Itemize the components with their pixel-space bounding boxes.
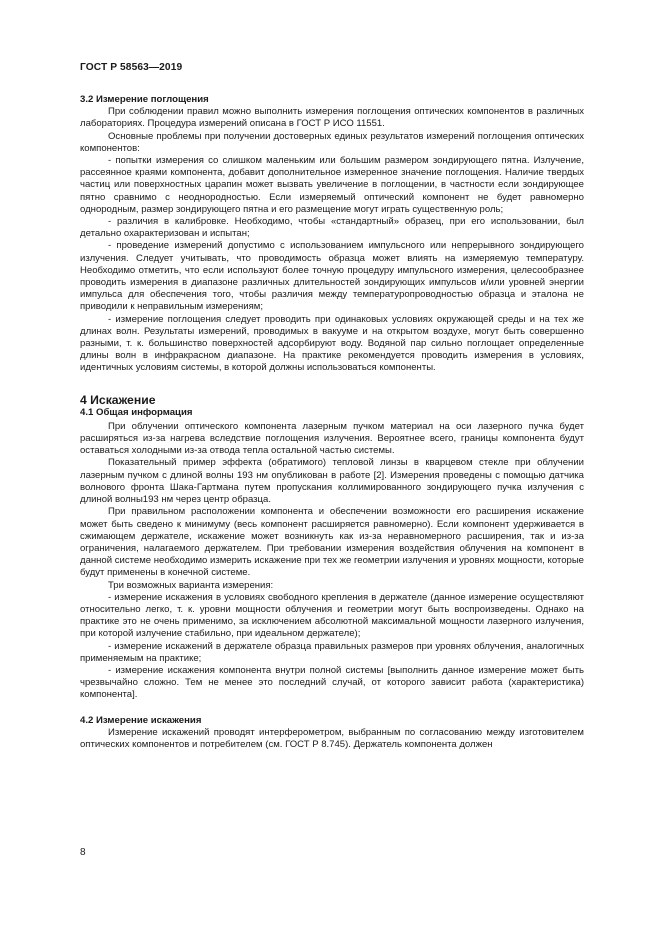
section-3-2-list-item-1: - попытки измерения со слишком маленьким или большим размером зондирующего пятна. Излучение, рассеянное краями компонента, добавит дополнительное измеренное значение поглощения. Наличие твердых частиц или поверхностных царапин может вызвать увеличение в поглощении, в частности если зондирующее пятно сравнимо с неоднородностью. Если измеряемый оптический компонент не будет равномерно однородным, размер зондирующего пятна и его размещение могут играть существенную роль; xyxy=(80,155,584,215)
section-4-2-title: 4.2 Измерение искажения xyxy=(80,714,202,726)
section-4-1-paragraph-4: Три возможных варианта измерения: xyxy=(108,579,274,591)
section-3-2-list-item-2: - различия в калибровке. Необходимо, чтобы «стандартный» образец, при его использовании, был детально охарактеризован и испытан; xyxy=(80,216,584,240)
section-4-1-title: 4.1 Общая информация xyxy=(80,406,193,418)
section-4-1-paragraph-2: Показательный пример эффекта (обратимого) тепловой линзы в кварцевом стекле при облучении лазерным пучком с длиной волны 193 нм опубликован в работе [2]. Измерения проведены с помощью датчика волнового фронта Шака-Гартмана путем пропускания коллимированного зондирующего пучка излучения с длиной волны193 нм через центр образца. xyxy=(80,457,584,506)
page-number: 8 xyxy=(80,847,86,858)
section-3-2-list-item-4: - измерение поглощения следует проводить при одинаковых условиях окружающей среды и на тех же длинах волн. Результаты измерений, проводимых в вакууме и на открытом воздухе, могут быть совершенно разными, т. к. большинство поверхностей адсорбируют воду. Водяной пар сильно поглощает определенные длины волн в инфракрасном диапазоне. На практике рекомендуется проводить измерения в условиях, идентичных условиям системы, в которой должны использоваться компоненты. xyxy=(80,313,584,374)
section-4-1-list-item-2: - измерение искажений в держателе образца правильных размеров при уровнях облучения, аналогичных применяемым на практике; xyxy=(80,640,584,664)
section-3-2-list-item-3: - проведение измерений допустимо с использованием импульсного или непрерывного зондирующего излучения. Следует учитывать, что проводимость образца может влиять на измеряемую температуру. Необходимо отметить, что если используют более точную процедуру импульсного измерения, целесообразнее проводить измерения в диапазоне различных длительностей зондирующих импульсов и/или уровней энергии импульса для обеспечения того, чтобы различия между температуропроводностью образца и эталона не приводили к неправильным измерениям; xyxy=(80,240,584,313)
section-3-2-paragraph-2: Основные проблемы при получении достоверных единых результатов измерений поглощения оптических компонентов: xyxy=(80,130,584,154)
page-content xyxy=(80,94,584,751)
section-4-1-list-item-1: - измерение искажения в условиях свободного крепления в держателе (данное измерение осуществляют относительно легко, т. к. уровни мощности облучения и геометрии могут быть воспроизведены. Однако на практике это не очень применимо, за исключением абсолютной максимальной мощности лазерного излучения, при которой излучение стабильно, при идеальном держателе); xyxy=(80,591,584,640)
section-4-1-paragraph-1: При облучении оптического компонента лазерным пучком материал на оси лазерного пучка будет расширяться из-за нагрева вследствие поглощения излучения. Вероятнее всего, границы компонента будут оставаться холодными из-за отвода тепла остальной частью системы. xyxy=(80,420,584,457)
section-4-1-list-item-3: - измерение искажения компонента внутри полной системы [выполнить данное измерение может быть чрезвычайно сложно. Тем не менее это последний случай, от которого зависит работа (характеристика) компонента]. xyxy=(80,664,584,701)
section-3-2-paragraph-1: При соблюдении правил можно выполнить измерения поглощения оптических компонентов в различных лабораториях. Процедура измерений описана в ГОСТ Р ИСО 11551. xyxy=(80,106,584,130)
section-4-title: 4 Искажение xyxy=(80,392,156,407)
section-4-2-paragraph-1: Измерение искажений проводят интерферометром, выбранным по согласованию между изготовителем оптических компонентов и потребителем (см. ГОСТ Р 8.745). Держатель компонента должен xyxy=(80,726,584,750)
document-header: ГОСТ Р 58563—2019 xyxy=(80,62,183,73)
section-4-1-paragraph-3: При правильном расположении компонента и обеспечении возможности его расширения искажение может быть сведено к минимуму (весь компонент расширяется равномерно). Если компонент удерживается в сжимающем держателе, искажение может возникнуть как из-за неравномерного расширения, так и из-за ограничения, налагаемого держателем. При требовании измерения воздействия облучения на компонент в данной системе необходимо измерить искажение при тех же геометрии излучения и уровнях мощности, которые будут применены в конечной системе. xyxy=(80,506,584,579)
section-3-2-title: 3.2 Измерение поглощения xyxy=(80,94,209,105)
